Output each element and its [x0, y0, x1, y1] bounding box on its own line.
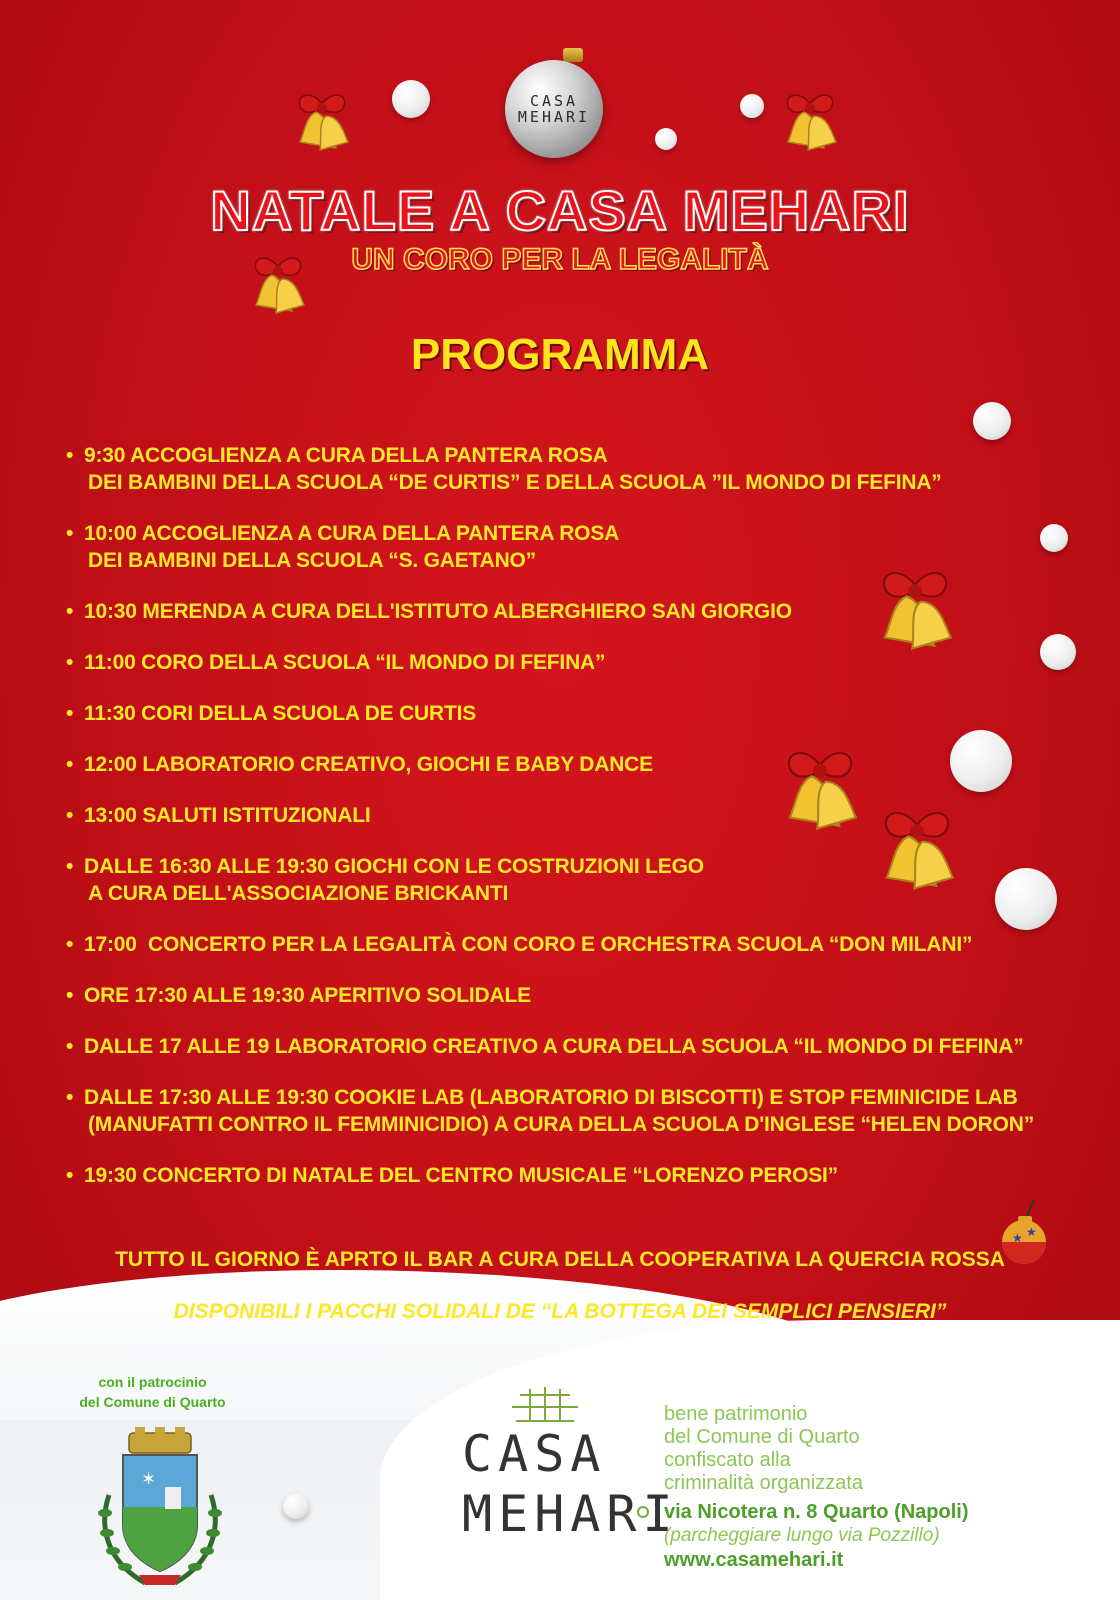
svg-text:★: ★ [1026, 1225, 1037, 1239]
schedule-item-text [84, 1162, 838, 1189]
schedule-item-text [84, 1084, 1034, 1138]
info-line-4: criminalità organizzata [664, 1472, 863, 1494]
schedule-item [66, 1162, 838, 1189]
schedule-item-text [84, 982, 531, 1009]
patronage-line-1: con il patrocinio [98, 1374, 207, 1390]
schedule-item-text [84, 853, 704, 907]
schedule-item [66, 1033, 1024, 1060]
schedule-item-text [84, 442, 942, 496]
bullet-icon: • [66, 1164, 74, 1187]
snowball-icon [655, 128, 677, 150]
schedule-item [66, 802, 371, 829]
logo-word-mehari: MEHARI [462, 1485, 679, 1543]
bullet-icon: • [66, 1086, 74, 1109]
schedule-item-text [84, 598, 792, 625]
snowball-icon [950, 730, 1012, 792]
schedule-item [66, 931, 972, 958]
bullet-icon: • [66, 600, 74, 623]
schedule-item-line: 11:30 CORI DELLA SCUOLA DE CURTIS [84, 702, 477, 725]
svg-text:★: ★ [1012, 1231, 1023, 1245]
schedule-item [66, 1084, 1034, 1138]
bullet-icon: • [66, 444, 74, 467]
bullet-icon: • [66, 804, 74, 827]
bullet-icon: • [66, 984, 74, 1007]
bar-note: TUTTO IL GIORNO È APRTO IL BAR A CURA DELLA COOPERATIVA LA QUERCIA ROSSA [115, 1248, 1005, 1271]
snowball-icon [740, 94, 764, 118]
schedule-item [66, 442, 942, 496]
schedule-item-text [84, 700, 476, 727]
bell-icon [282, 82, 362, 162]
schedule-item-line: DEI BAMBINI DELLA SCUOLA “DE CURTIS” E DELLA SCUOLA ”IL MONDO DI FEFINA” [88, 471, 942, 494]
svg-text:✶: ✶ [141, 1469, 157, 1490]
bullet-icon: • [66, 702, 74, 725]
bullet-icon: • [66, 522, 74, 545]
bullet-icon: • [66, 855, 74, 878]
schedule-item-line: 9:30 ACCOGLIENZA A CURA DELLA PANTERA ROSA [84, 444, 608, 467]
snowball-icon [973, 402, 1011, 440]
schedule-item [66, 598, 792, 625]
logo-building-icon [510, 1385, 580, 1425]
bell-icon [765, 735, 875, 845]
solidarity-packages-note: DISPONIBILI I PACCHI SOLIDALI DE “LA BOTTEGA DEI SEMPLICI PENSIERI” [173, 1300, 947, 1323]
schedule-item-text [84, 520, 619, 574]
schedule-item-text [84, 802, 371, 829]
website-link[interactable]: www.casamehari.it [664, 1549, 844, 1571]
schedule-item-line: DALLE 17 ALLE 19 LABORATORIO CREATIVO A CURA DELLA SCUOLA “IL MONDO DI FEFINA” [84, 1035, 1024, 1058]
snowball-icon [1040, 634, 1076, 670]
event-subtitle: UN CORO PER LA LEGALITÀ [351, 243, 769, 276]
schedule-item-line: A CURA DELL'ASSOCIAZIONE BRICKANTI [88, 882, 509, 905]
schedule-item [66, 982, 531, 1009]
venue-info [664, 1403, 1104, 1573]
snowball-icon [995, 868, 1057, 930]
schedule-item-line: 13:00 SALUTI ISTITUZIONALI [84, 804, 371, 827]
schedule-item-line: 10:30 MERENDA A CURA DELL'ISTITUTO ALBERGHIERO SAN GIORGIO [84, 600, 792, 623]
logo-dot-icon [636, 1505, 650, 1519]
schedule-item-text [84, 751, 653, 778]
bell-icon [860, 555, 970, 665]
logo-word-casa: CASA [462, 1425, 607, 1483]
snowball-icon [392, 80, 430, 118]
snowball-icon [1040, 524, 1068, 552]
schedule-item-line: 19:30 CONCERTO DI NATALE DEL CENTRO MUSICALE “LORENZO PEROSI” [84, 1164, 838, 1187]
schedule-item-line: DEI BAMBINI DELLA SCUOLA “S. GAETANO” [88, 549, 536, 572]
schedule-item-text [84, 649, 605, 676]
ornament-cap-icon [563, 48, 583, 62]
schedule-item [66, 700, 476, 727]
schedule-item [66, 520, 619, 574]
schedule-item [66, 853, 704, 907]
schedule-item-line: 10:00 ACCOGLIENZA A CURA DELLA PANTERA ROSA [84, 522, 620, 545]
schedule-item [66, 649, 605, 676]
event-title: NATALE A CASA MEHARI [210, 179, 910, 242]
schedule-item-text [84, 931, 972, 958]
info-line-2: del Comune di Quarto [664, 1426, 860, 1448]
patronage-line-2: del Comune di Quarto [79, 1394, 226, 1410]
bullet-icon: • [66, 651, 74, 674]
ornament-icon [505, 60, 603, 158]
schedule-item-line: 12:00 LABORATORIO CREATIVO, GIOCHI E BABY DANCE [84, 753, 653, 776]
patronage-text [40, 1372, 265, 1412]
schedule-item-line: DALLE 16:30 ALLE 19:30 GIOCHI CON LE COSTRUZIONI LEGO [84, 855, 704, 878]
bullet-icon: • [66, 933, 74, 956]
schedule-item-line: DALLE 17:30 ALLE 19:30 COOKIE LAB (LABORATORIO DI BISCOTTI) E STOP FEMINICIDE LAB [84, 1086, 1018, 1109]
bullet-icon: • [66, 1035, 74, 1058]
ornament-text-1: CASA [529, 92, 579, 110]
bullet-icon: • [66, 753, 74, 776]
info-line-1: bene patrimonio [664, 1403, 808, 1425]
snowball-icon [283, 1493, 309, 1519]
schedule-item-line: 11:00 CORO DELLA SCUOLA “IL MONDO DI FEFINA” [84, 651, 606, 674]
ornament-text-2: MEHARI [517, 108, 591, 126]
info-line-3: confiscato alla [664, 1449, 791, 1471]
schedule-item-line: ORE 17:30 ALLE 19:30 APERITIVO SOLIDALE [84, 984, 531, 1007]
schedule-item-line: (MANUFATTI CONTRO IL FEMMINICIDIO) A CURA DELLA SCUOLA D'INGLESE “HELEN DORON” [88, 1113, 1035, 1136]
schedule-item-text [84, 1033, 1024, 1060]
bell-icon [770, 82, 850, 162]
venue-address: via Nicotera n. 8 Quarto (Napoli) [664, 1501, 969, 1523]
casa-mehari-logo [462, 1385, 679, 1575]
parking-note: (parcheggiare lungo via Pozzillo) [664, 1525, 940, 1546]
bell-icon [862, 795, 972, 905]
schedule-item-line: 17:00 CONCERTO PER LA LEGALITÀ CON CORO E ORCHESTRA SCUOLA “DON MILANI” [84, 933, 973, 956]
crest-icon [95, 1425, 225, 1590]
program-heading: PROGRAMMA [410, 330, 710, 379]
schedule-item [66, 751, 653, 778]
